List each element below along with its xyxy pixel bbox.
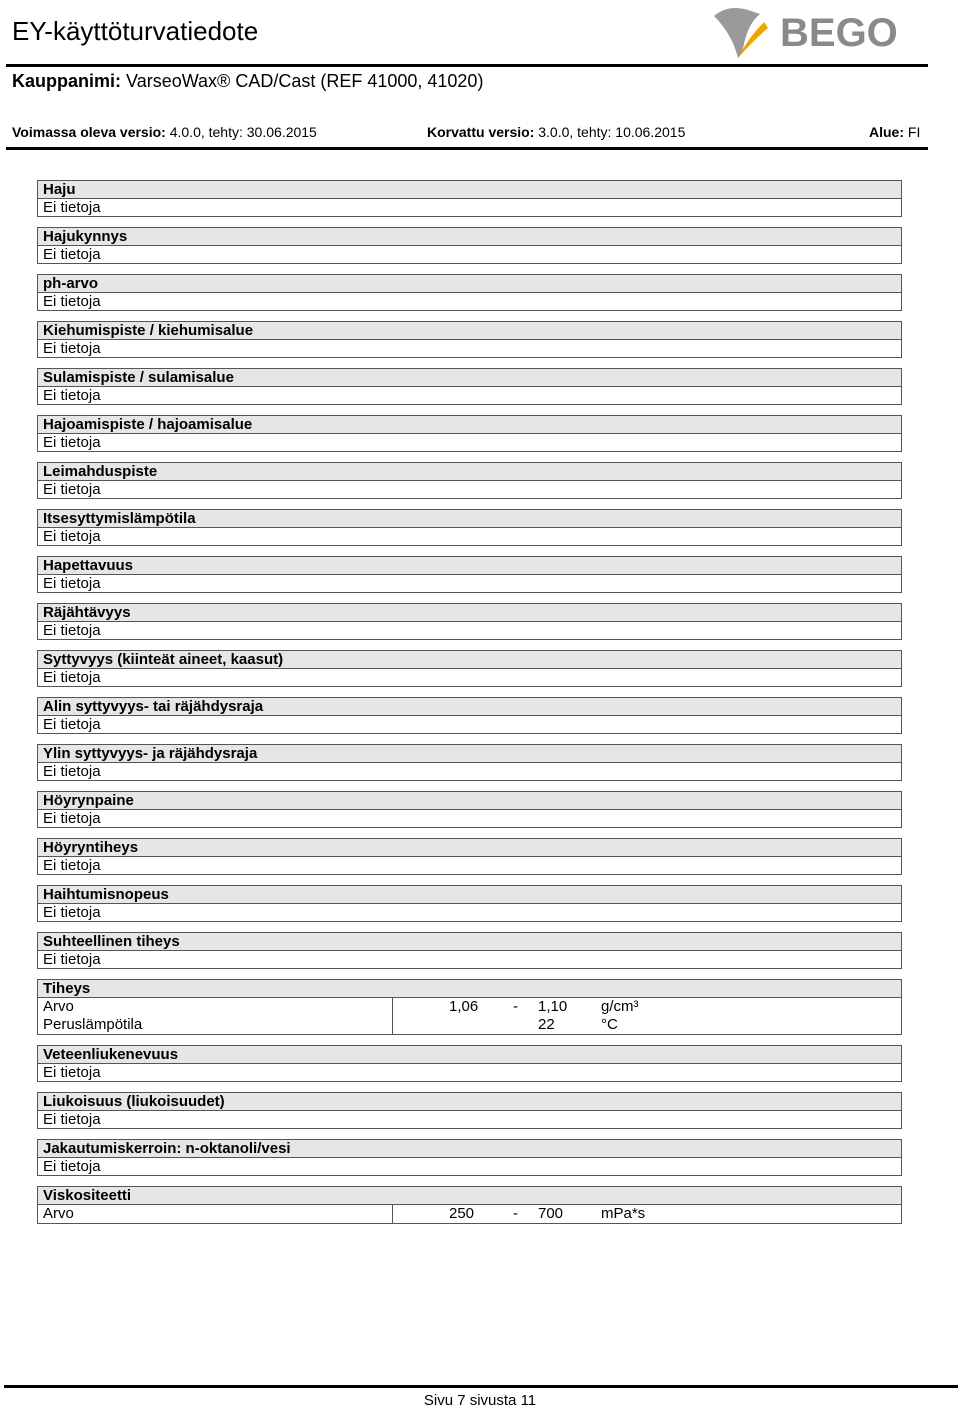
property-section xyxy=(37,556,902,593)
section-value: Ei tietoja xyxy=(37,575,902,593)
density-unit: g/cm³ xyxy=(601,998,639,1015)
section-value: Ei tietoja xyxy=(37,857,902,875)
section-value: Ei tietoja xyxy=(37,293,902,311)
viscosity-value-label: Arvo xyxy=(43,1205,74,1222)
section-value: Ei tietoja xyxy=(37,904,902,922)
section-value: Ei tietoja xyxy=(37,340,902,358)
current-version xyxy=(12,124,317,140)
document-title: EY-käyttöturvatiedote xyxy=(12,16,259,46)
section-value: Ei tietoja xyxy=(37,763,902,781)
section-heading: Höyryntiheys xyxy=(37,838,902,857)
section-heading: ph-arvo xyxy=(37,274,902,293)
viscosity-values xyxy=(37,1205,902,1224)
meta-rule xyxy=(6,147,928,150)
section-heading: Jakautumiskerroin: n-oktanoli/vesi xyxy=(37,1139,902,1158)
section-value: Ei tietoja xyxy=(37,246,902,264)
property-section xyxy=(37,462,902,499)
property-section xyxy=(37,1139,902,1176)
section-heading: Leimahduspiste xyxy=(37,462,902,481)
property-list xyxy=(37,180,902,1234)
property-section xyxy=(37,1045,902,1082)
section-heading: Viskositeetti xyxy=(37,1186,902,1205)
property-section xyxy=(37,744,902,781)
header-rule xyxy=(6,64,928,67)
property-section xyxy=(37,415,902,452)
property-section xyxy=(37,603,902,640)
section-value: Ei tietoja xyxy=(37,1064,902,1082)
trade-name-value: VarseoWax® CAD/Cast (REF 41000, 41020) xyxy=(126,71,484,91)
section-heading: Tiheys xyxy=(37,979,902,998)
density-dash: - xyxy=(513,998,518,1015)
property-section xyxy=(37,885,902,922)
section-heading: Hajoamispiste / hajoamisalue xyxy=(37,415,902,434)
section-value: Ei tietoja xyxy=(37,951,902,969)
section-heading: Veteenliukenevuus xyxy=(37,1045,902,1064)
footer-rule xyxy=(4,1385,958,1388)
viscosity-max: 700 xyxy=(538,1205,564,1222)
section-heading: Alin syttyvyys- tai räjähdysraja xyxy=(37,697,902,716)
revised-version-label: Korvattu versio: xyxy=(427,124,535,140)
section-value: Ei tietoja xyxy=(37,1111,902,1129)
property-section xyxy=(37,791,902,828)
section-heading: Haju xyxy=(37,180,902,199)
revised-version-value: 3.0.0, tehty: 10.06.2015 xyxy=(538,124,686,140)
property-section xyxy=(37,368,902,405)
density-min: 1,06 xyxy=(449,998,479,1015)
section-heading: Haihtumisnopeus xyxy=(37,885,902,904)
section-value: Ei tietoja xyxy=(37,199,902,217)
property-section xyxy=(37,650,902,687)
section-heading: Itsesyttymislämpötila xyxy=(37,509,902,528)
property-section xyxy=(37,509,902,546)
viscosity-section xyxy=(37,1186,902,1224)
viscosity-min: 250 xyxy=(449,1205,475,1222)
property-section xyxy=(37,932,902,969)
page-number: Sivu 7 sivusta 11 xyxy=(423,1392,537,1409)
density-max: 1,10 xyxy=(538,998,568,1015)
density-value-label: Arvo xyxy=(43,998,74,1015)
region-value: FI xyxy=(907,124,921,140)
section-heading: Höyrynpaine xyxy=(37,791,902,810)
section-heading: Liukoisuus (liukoisuudet) xyxy=(37,1092,902,1111)
section-heading: Hapettavuus xyxy=(37,556,902,575)
section-value: Ei tietoja xyxy=(37,481,902,499)
region xyxy=(869,124,920,140)
section-heading: Kiehumispiste / kiehumisalue xyxy=(37,321,902,340)
trade-name xyxy=(12,71,483,92)
section-heading: Ylin syttyvyys- ja räjähdysraja xyxy=(37,744,902,763)
section-value: Ei tietoja xyxy=(37,387,902,405)
density-temp-unit: °C xyxy=(601,1016,618,1033)
section-value: Ei tietoja xyxy=(37,669,902,687)
current-version-label: Voimassa oleva versio: xyxy=(12,124,166,140)
bego-logo xyxy=(708,4,928,62)
revised-version xyxy=(427,124,685,140)
svg-text:BEGO: BEGO xyxy=(780,11,898,55)
viscosity-dash: - xyxy=(513,1205,518,1222)
section-heading: Syttyvyys (kiinteät aineet, kaasut) xyxy=(37,650,902,669)
section-value: Ei tietoja xyxy=(37,1158,902,1176)
property-section xyxy=(37,321,902,358)
density-temp: 22 xyxy=(538,1016,555,1033)
property-section xyxy=(37,274,902,311)
region-label: Alue: xyxy=(869,124,904,140)
property-section xyxy=(37,697,902,734)
density-temp-label: Peruslämpötila xyxy=(43,1016,143,1033)
section-value: Ei tietoja xyxy=(37,434,902,452)
section-heading: Hajukynnys xyxy=(37,227,902,246)
current-version-value: 4.0.0, tehty: 30.06.2015 xyxy=(169,124,317,140)
section-value: Ei tietoja xyxy=(37,716,902,734)
density-values xyxy=(37,998,902,1035)
property-section xyxy=(37,838,902,875)
section-heading: Räjähtävyys xyxy=(37,603,902,622)
property-section xyxy=(37,227,902,264)
viscosity-unit: mPa*s xyxy=(601,1205,646,1222)
section-value: Ei tietoja xyxy=(37,810,902,828)
property-section xyxy=(37,1092,902,1129)
density-section xyxy=(37,979,902,1035)
section-value: Ei tietoja xyxy=(37,528,902,546)
property-section xyxy=(37,180,902,217)
section-heading: Suhteellinen tiheys xyxy=(37,932,902,951)
section-heading: Sulamispiste / sulamisalue xyxy=(37,368,902,387)
section-value: Ei tietoja xyxy=(37,622,902,640)
trade-name-label: Kauppanimi: xyxy=(12,71,122,91)
